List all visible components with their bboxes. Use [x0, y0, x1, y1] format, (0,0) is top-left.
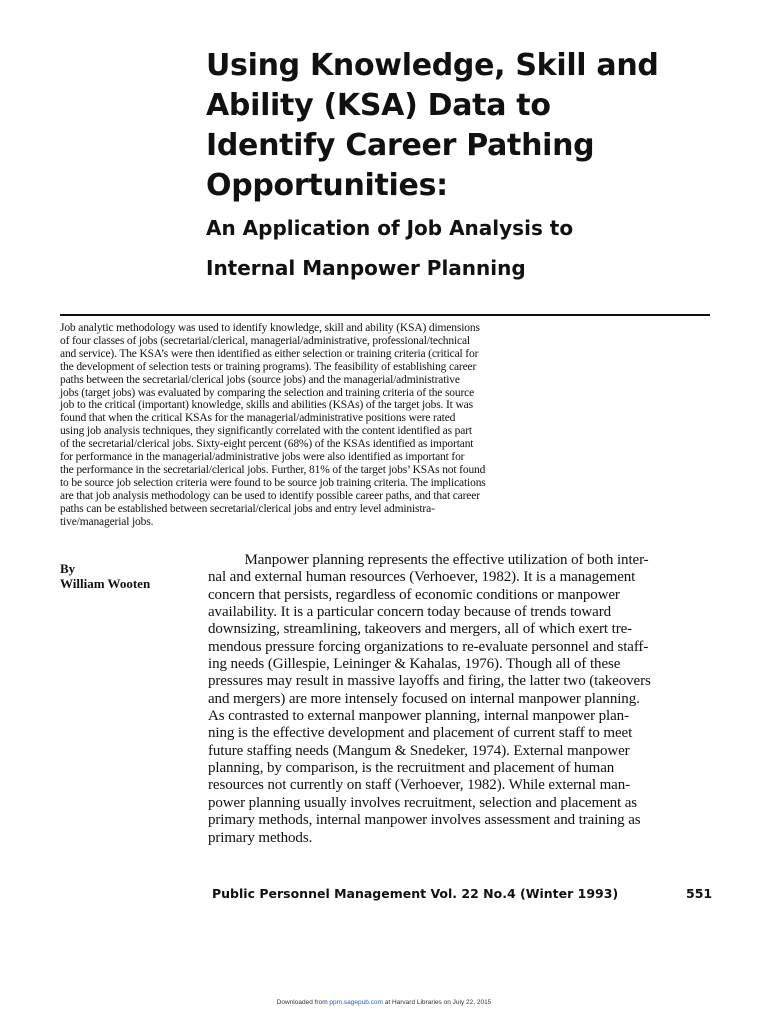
- download-notice: [0, 999, 768, 1006]
- body-line: power planning usually involves recruitment, selection and placement as: [208, 794, 638, 811]
- body-line: pressures may result in massive layoffs and firing, the latter two (takeovers: [208, 673, 651, 690]
- body-line: downsizing, streamlining, takeovers and mergers, all of which exert tre-: [208, 621, 633, 638]
- subtitle-line: An Application of Job Analysis to: [206, 216, 574, 240]
- download-suffix: at Harvard Libraries on July 22, 2015: [382, 999, 492, 1006]
- body-line: concern that persists, regardless of economic conditions or manpower: [208, 586, 620, 603]
- article-title: [206, 46, 726, 206]
- body-paragraph: [208, 552, 713, 847]
- abstract-line: of the secretarial/clerical jobs. Sixty-eight percent (68%) of the KSAs identified as important: [60, 438, 474, 451]
- download-link[interactable]: ppm.sagepub.com: [329, 999, 383, 1006]
- body-line: and mergers) are more intensely focused on internal manpower planning.: [208, 690, 640, 707]
- abstract-line: of four classes of jobs (secretarial/clerical, managerial/administrative, professional/technical: [60, 334, 470, 347]
- section-divider: [60, 314, 710, 316]
- abstract-line: the development of selection tests or training programs). The feasibility of establishing career: [60, 360, 477, 373]
- body-line: availability. It is a particular concern today because of trends toward: [208, 604, 612, 621]
- download-prefix: Downloaded from: [276, 999, 330, 1006]
- byline: [60, 562, 200, 591]
- body-line: planning, by comparison, is the recruitment and placement of human: [208, 760, 615, 777]
- title-line: Ability (KSA) Data to: [206, 88, 551, 123]
- abstract-line: Job analytic methodology was used to identify knowledge, skill and ability (KSA) dimensions: [60, 322, 480, 334]
- subtitle-line: Internal Manpower Planning: [206, 256, 526, 280]
- abstract-line: and service). The KSA’s were then identified as either selection or training criteria (critical for: [60, 347, 479, 360]
- abstract-line: paths can be established between secretarial/clerical jobs and entry level administra-: [60, 502, 435, 515]
- body-line: Manpower planning represents the effective utilization of both inter-: [208, 552, 649, 568]
- body-line: resources not currently on staff (Verhoever, 1982). While external man-: [208, 777, 631, 794]
- body-line: primary methods, internal manpower involves assessment and training as: [208, 812, 641, 829]
- abstract-line: are that job analysis methodology can be used to identify possible career paths, and that career: [60, 489, 480, 502]
- title-line: Using Knowledge, Skill and: [206, 48, 659, 83]
- title-line: Opportunities:: [206, 168, 448, 203]
- abstract-line: jobs (target jobs) was evaluated by comparing the selection and training criteria of the source: [60, 386, 475, 399]
- abstract-line: to be source job selection criteria were found to be source job training criteria. The implications: [60, 476, 486, 489]
- article-subtitle: [206, 208, 726, 288]
- abstract-line: found that when the critical KSAs for the managerial/administrative positions were rated: [60, 412, 456, 425]
- body-line: ning is the effective development and placement of current staff to meet: [208, 725, 633, 742]
- abstract-line: for performance in the managerial/administrative jobs were also identified as important for: [60, 451, 465, 464]
- author-name: William Wooten: [60, 575, 151, 591]
- abstract-line: tive/managerial jobs.: [60, 515, 154, 528]
- abstract-line: the performance in the secretarial/clerical jobs. Further, 81% of the target jobs’ KSAs not found: [60, 463, 486, 476]
- body-line: future staffing needs (Mangum & Snedeker, 1974). External manpower: [208, 742, 630, 759]
- abstract-line: job to the critical (important) knowledge, skills and abilities (KSAs) of the target jobs. It was: [60, 399, 473, 412]
- abstract-line: paths between the secretarial/clerical jobs (source jobs) and the managerial/administrative: [60, 373, 460, 386]
- journal-citation: Public Personnel Management Vol. 22 No.4 (Winter 1993): [212, 886, 619, 901]
- abstract: [60, 322, 562, 529]
- body-line: primary methods.: [208, 829, 313, 846]
- body-line: nal and external human resources (Verhoever, 1982). It is a management: [208, 569, 636, 586]
- body-line: ing needs (Gillespie, Leininger & Kahalas, 1976). Though all of these: [208, 656, 621, 673]
- body-line: As contrasted to external manpower planning, internal manpower plan-: [208, 708, 629, 725]
- title-line: Identify Career Pathing: [206, 128, 595, 163]
- page-number: 551: [686, 886, 713, 901]
- abstract-line: using job analysis techniques, they significantly correlated with the content identified as part: [60, 425, 472, 438]
- byline-by: By: [60, 561, 76, 576]
- body-line: mendous pressure forcing organizations to re-evaluate personnel and staff-: [208, 638, 649, 655]
